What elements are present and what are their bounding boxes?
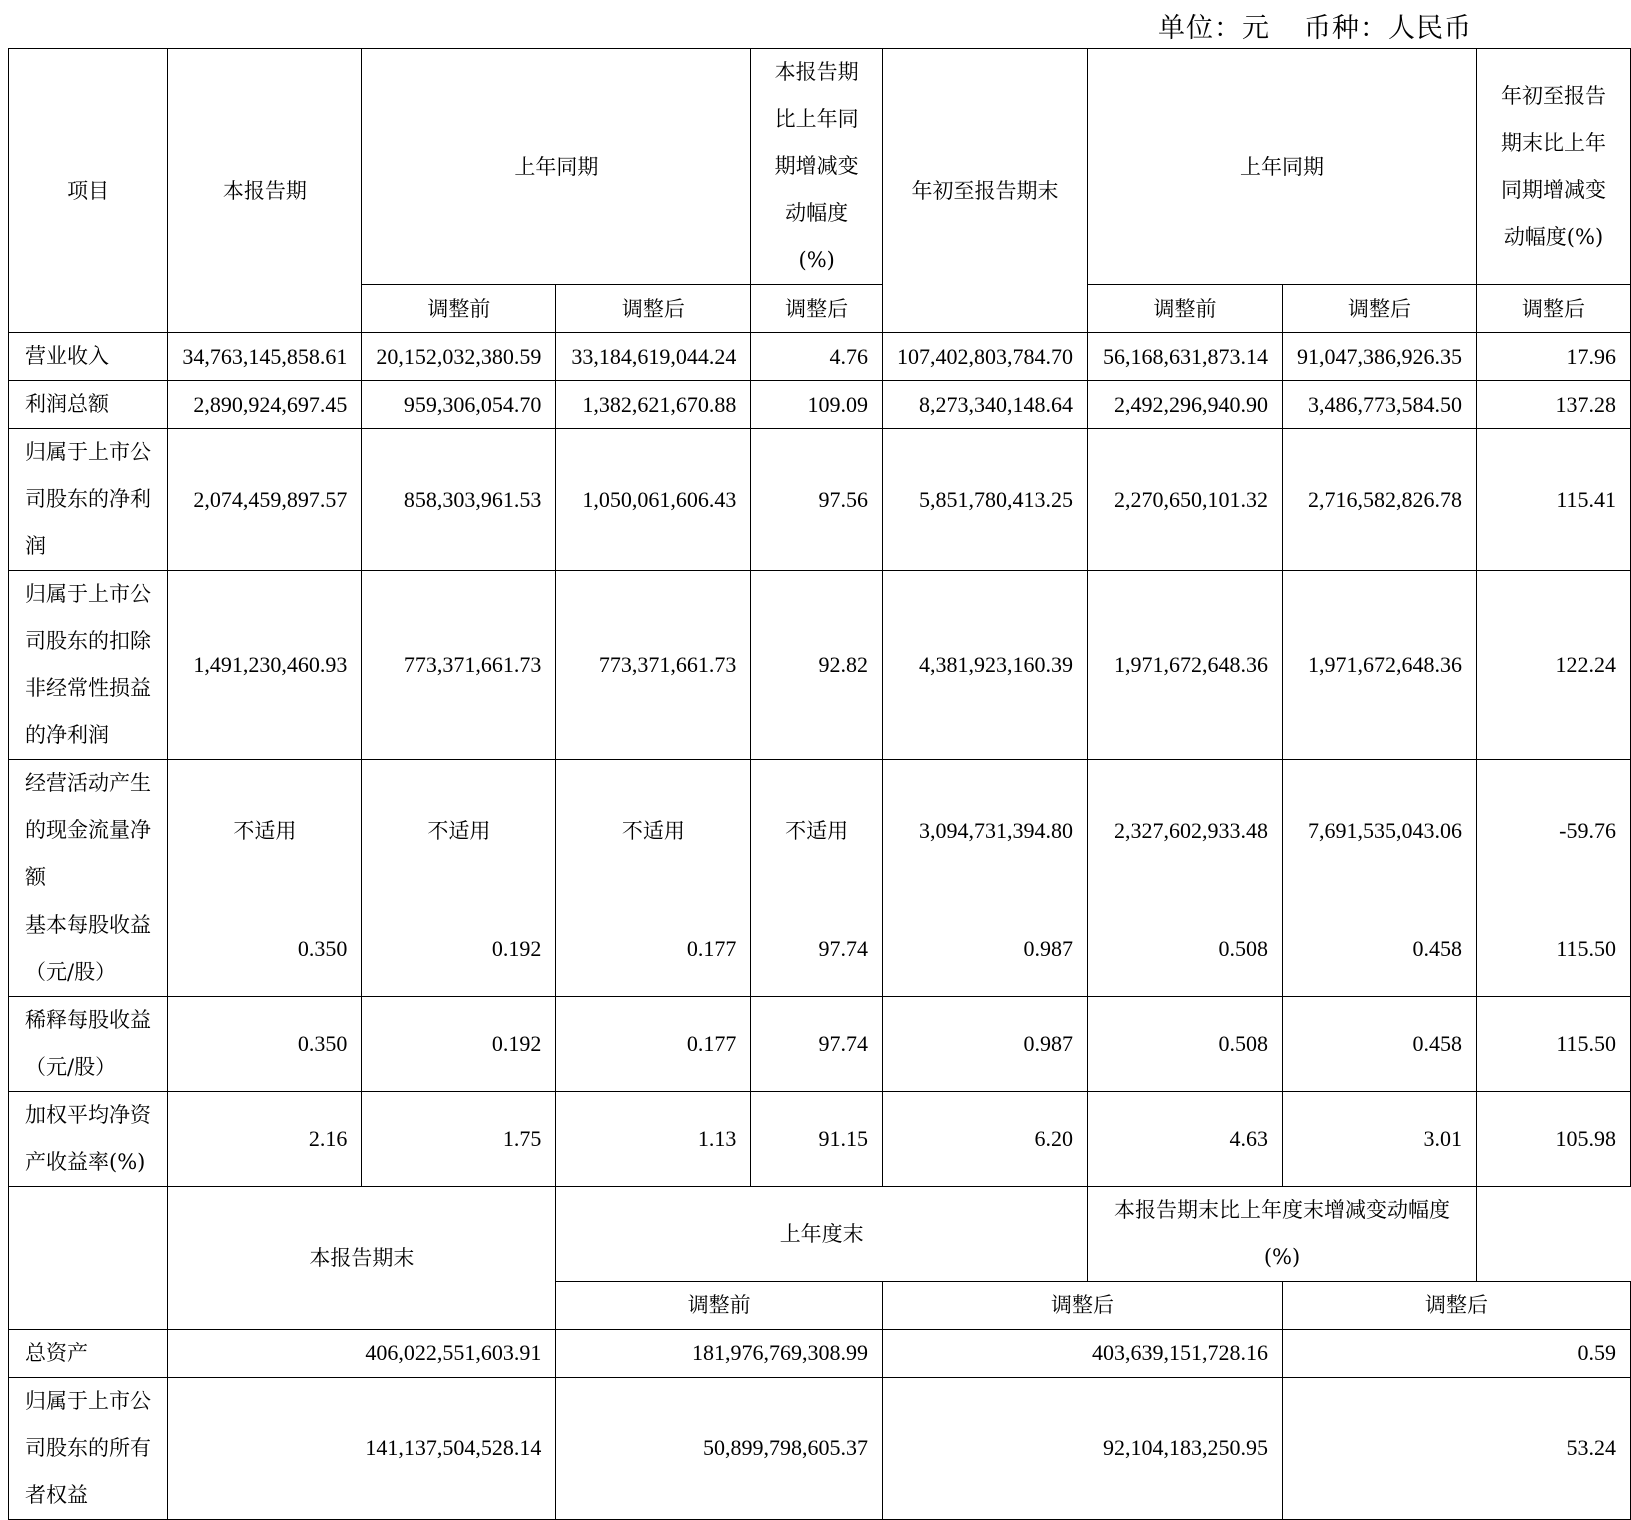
cell: 773,371,661.73 [556, 571, 751, 760]
cell: 115.41 [1476, 429, 1630, 571]
header-after-adj-2: 调整后 [1282, 285, 1476, 333]
cell: 181,976,769,308.99 [556, 1329, 883, 1377]
header-before-adj-2: 调整前 [1088, 285, 1283, 333]
cell: 109.09 [751, 381, 883, 429]
balance-header-period-end: 本报告期末 [168, 1186, 556, 1329]
row-label: 归属于上市公司股东的扣除非经常性损益的净利润 [9, 571, 168, 760]
cell: 97.74 [751, 902, 883, 997]
cell: 0.350 [168, 902, 362, 997]
cell: 3,094,731,394.80 [883, 760, 1088, 902]
header-prior-year-same-period-2: 上年同期 [1088, 49, 1477, 285]
cell: 0.192 [362, 902, 556, 997]
cell: 4.76 [751, 333, 883, 381]
row-label: 基本每股收益（元/股） [9, 902, 168, 997]
cell: 2,074,459,897.57 [168, 429, 362, 571]
table-row [9, 1377, 1631, 1519]
row-label: 稀释每股收益（元/股） [9, 996, 168, 1091]
cell: 不适用 [751, 760, 883, 902]
cell: 92.82 [751, 571, 883, 760]
cell: 1,971,672,648.36 [1282, 571, 1476, 760]
cell: 6.20 [883, 1091, 1088, 1186]
cell: 0.458 [1282, 902, 1476, 997]
cell: 0.508 [1088, 902, 1283, 997]
cell: 97.56 [751, 429, 883, 571]
cell: 1,382,621,670.88 [556, 381, 751, 429]
cell: 91,047,386,926.35 [1282, 333, 1476, 381]
header-change-pct-ytd: 年初至报告期末比上年同期增减变动幅度(%) [1476, 49, 1630, 285]
table-row [9, 381, 1631, 429]
cell: 2,327,602,933.48 [1088, 760, 1283, 902]
unit-label: 单位：元 [1158, 13, 1270, 44]
row-label: 归属于上市公司股东的净利润 [9, 429, 168, 571]
cell: 17.96 [1476, 333, 1630, 381]
header-prior-year-same-period: 上年同期 [362, 49, 751, 285]
cell: 92,104,183,250.95 [883, 1377, 1283, 1519]
cell: 3.01 [1282, 1091, 1476, 1186]
cell: 56,168,631,873.14 [1088, 333, 1283, 381]
cell: 122.24 [1476, 571, 1630, 760]
cell: -59.76 [1476, 760, 1630, 902]
cell: 2.16 [168, 1091, 362, 1186]
header-ytd: 年初至报告期末 [883, 49, 1088, 333]
cell: 4,381,923,160.39 [883, 571, 1088, 760]
row-label: 营业收入 [9, 333, 168, 381]
cell: 2,492,296,940.90 [1088, 381, 1283, 429]
cell: 2,270,650,101.32 [1088, 429, 1283, 571]
cell: 0.177 [556, 902, 751, 997]
financial-data-table [8, 48, 1631, 1520]
cell: 97.74 [751, 996, 883, 1091]
cell: 20,152,032,380.59 [362, 333, 556, 381]
balance-header-change-pct: 本报告期末比上年度末增减变动幅度(%) [1088, 1186, 1477, 1281]
header-change-pct-current: 本报告期比上年同期增减变动幅度(%) [751, 49, 883, 285]
cell: 0.987 [883, 996, 1088, 1091]
cell: 1,050,061,606.43 [556, 429, 751, 571]
unit-currency-line [1158, 6, 1472, 45]
cell: 33,184,619,044.24 [556, 333, 751, 381]
table-row [9, 571, 1631, 760]
header-before-adj: 调整前 [362, 285, 556, 333]
cell: 0.350 [168, 996, 362, 1091]
cell: 2,890,924,697.45 [168, 381, 362, 429]
header-current-period: 本报告期 [168, 49, 362, 333]
cell: 53.24 [1282, 1377, 1630, 1519]
row-label: 总资产 [9, 1329, 168, 1377]
currency-label: 币种：人民币 [1304, 13, 1472, 44]
cell: 773,371,661.73 [362, 571, 556, 760]
cell: 2,716,582,826.78 [1282, 429, 1476, 571]
header-after-adj-change: 调整后 [751, 285, 883, 333]
cell: 0.458 [1282, 996, 1476, 1091]
table-row [9, 333, 1631, 381]
cell: 3,486,773,584.50 [1282, 381, 1476, 429]
cell: 5,851,780,413.25 [883, 429, 1088, 571]
table-row [9, 996, 1631, 1091]
cell: 141,137,504,528.14 [168, 1377, 556, 1519]
balance-header-after-adj: 调整后 [883, 1281, 1283, 1329]
row-label: 经营活动产生的现金流量净额 [9, 760, 168, 902]
cell: 115.50 [1476, 996, 1630, 1091]
cell: 1,971,672,648.36 [1088, 571, 1283, 760]
balance-header-prior-year-end: 上年度末 [556, 1186, 1088, 1281]
cell: 不适用 [556, 760, 751, 902]
table-row [9, 1091, 1631, 1186]
cell: 1.75 [362, 1091, 556, 1186]
balance-header-before-adj: 调整前 [556, 1281, 883, 1329]
cell: 0.987 [883, 902, 1088, 997]
cell: 0.508 [1088, 996, 1283, 1091]
cell: 0.192 [362, 996, 556, 1091]
table-row [9, 902, 1631, 997]
row-label: 加权平均净资产收益率(%) [9, 1091, 168, 1186]
cell: 50,899,798,605.37 [556, 1377, 883, 1519]
cell: 4.63 [1088, 1091, 1283, 1186]
cell: 858,303,961.53 [362, 429, 556, 571]
cell: 0.177 [556, 996, 751, 1091]
cell: 8,273,340,148.64 [883, 381, 1088, 429]
header-item: 项目 [9, 49, 168, 333]
cell: 7,691,535,043.06 [1282, 760, 1476, 902]
cell: 403,639,151,728.16 [883, 1329, 1283, 1377]
header-after-adj: 调整后 [556, 285, 751, 333]
table-row [9, 760, 1631, 902]
cell: 不适用 [168, 760, 362, 902]
cell: 137.28 [1476, 381, 1630, 429]
cell: 34,763,145,858.61 [168, 333, 362, 381]
cell: 0.59 [1282, 1329, 1630, 1377]
header-after-adj-change-2: 调整后 [1476, 285, 1630, 333]
table-row [9, 429, 1631, 571]
cell: 115.50 [1476, 902, 1630, 997]
cell: 1.13 [556, 1091, 751, 1186]
balance-header-after-adj-2: 调整后 [1282, 1281, 1630, 1329]
table-row [9, 1329, 1631, 1377]
cell: 959,306,054.70 [362, 381, 556, 429]
cell: 91.15 [751, 1091, 883, 1186]
row-label: 利润总额 [9, 381, 168, 429]
cell: 1,491,230,460.93 [168, 571, 362, 760]
row-label: 归属于上市公司股东的所有者权益 [9, 1377, 168, 1519]
cell: 105.98 [1476, 1091, 1630, 1186]
balance-header-blank [9, 1186, 168, 1329]
cell: 406,022,551,603.91 [168, 1329, 556, 1377]
cell: 107,402,803,784.70 [883, 333, 1088, 381]
cell: 不适用 [362, 760, 556, 902]
